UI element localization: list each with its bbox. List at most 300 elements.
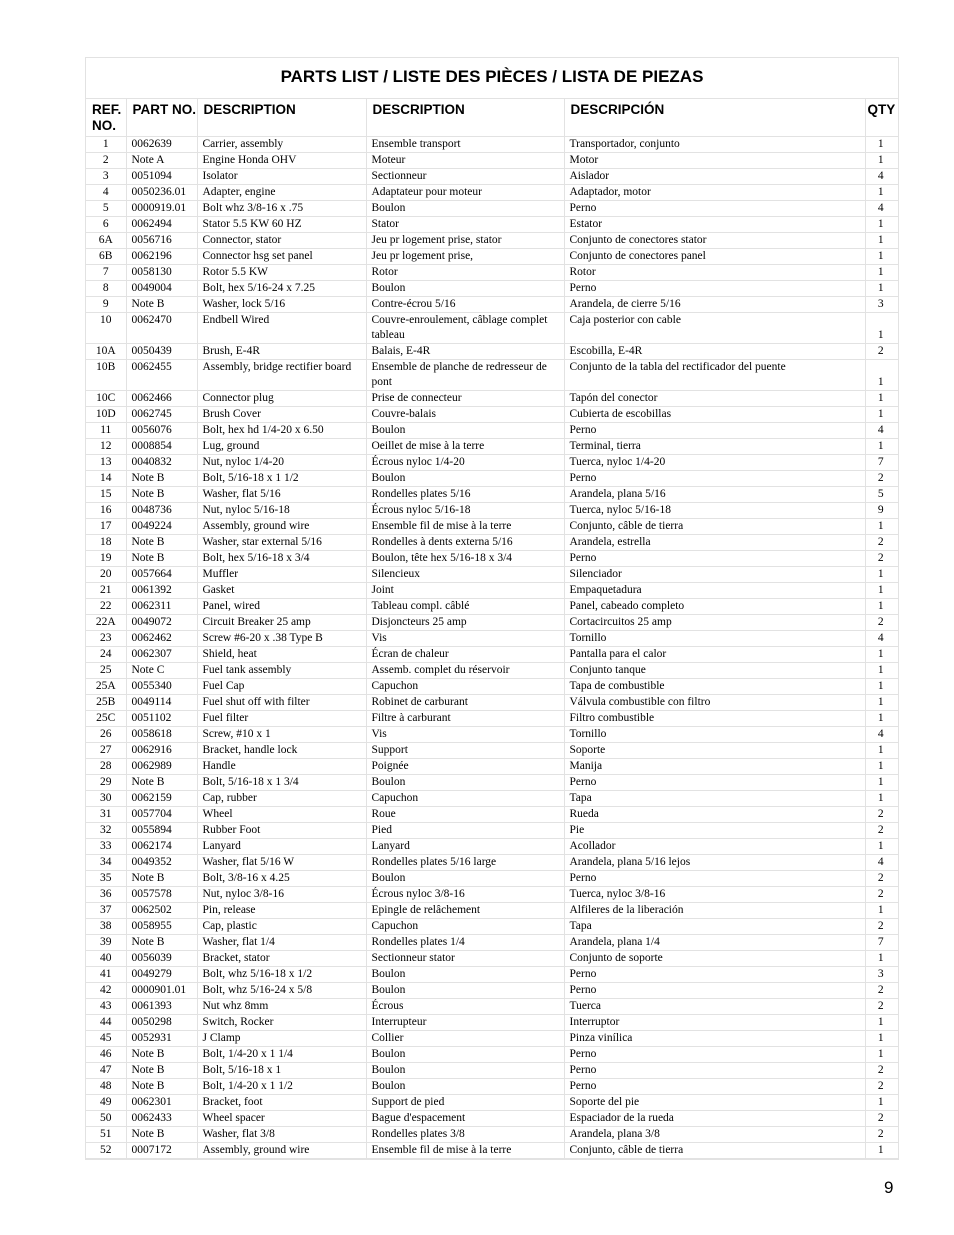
qty-cell: 2 xyxy=(865,999,898,1015)
description-es-cell: Arandela, plana 5/16 xyxy=(564,487,865,503)
part-no-cell: 0058130 xyxy=(126,265,197,281)
description-es-cell: Perno xyxy=(564,471,865,487)
qty-cell: 1 xyxy=(865,743,898,759)
description-es-cell: Aislador xyxy=(564,169,865,185)
description-en-cell: Shield, heat xyxy=(197,647,366,663)
part-no-cell: 0049352 xyxy=(126,855,197,871)
part-no-cell: 0050236.01 xyxy=(126,185,197,201)
description-fr-cell: Ensemble de planche de redresseur de pont xyxy=(366,360,564,391)
part-no-cell: 0049279 xyxy=(126,967,197,983)
part-no-cell: 0051094 xyxy=(126,169,197,185)
page-number: 9 xyxy=(884,1178,894,1197)
ref-no-cell: 10 xyxy=(86,313,126,344)
description-es-cell: Motor xyxy=(564,153,865,169)
description-fr-cell: Écrous nyloc 1/4-20 xyxy=(366,455,564,471)
description-fr-cell: Tableau compl. câblé xyxy=(366,599,564,615)
description-es-cell: Silenciador xyxy=(564,567,865,583)
qty-cell: 1 xyxy=(865,360,898,391)
qty-cell: 3 xyxy=(865,967,898,983)
ref-no-cell: 22A xyxy=(86,615,126,631)
ref-no-cell: 10D xyxy=(86,407,126,423)
description-en-cell: Fuel Cap xyxy=(197,679,366,695)
qty-cell: 1 xyxy=(865,663,898,679)
qty-cell: 1 xyxy=(865,153,898,169)
part-no-cell: Note B xyxy=(126,551,197,567)
qty-cell: 1 xyxy=(865,233,898,249)
description-fr-cell: Écrous nyloc 3/8-16 xyxy=(366,887,564,903)
description-en-cell: Nut, nyloc 1/4-20 xyxy=(197,455,366,471)
description-fr-cell: Pied xyxy=(366,823,564,839)
description-es-cell: Empaquetadura xyxy=(564,583,865,599)
qty-cell: 7 xyxy=(865,935,898,951)
qty-cell: 1 xyxy=(865,679,898,695)
qty-cell: 3 xyxy=(865,297,898,313)
part-no-cell: 0062301 xyxy=(126,1095,197,1111)
description-es-cell: Acollador xyxy=(564,839,865,855)
qty-cell: 2 xyxy=(865,615,898,631)
table-row xyxy=(86,535,898,551)
description-es-cell: Arandela, estrella xyxy=(564,535,865,551)
ref-no-cell: 40 xyxy=(86,951,126,967)
part-no-cell: 0056076 xyxy=(126,423,197,439)
qty-cell: 4 xyxy=(865,201,898,217)
description-en-cell: Muffler xyxy=(197,567,366,583)
description-fr-cell: Joint xyxy=(366,583,564,599)
ref-no-cell: 6A xyxy=(86,233,126,249)
table-row xyxy=(86,839,898,855)
ref-no-cell: 41 xyxy=(86,967,126,983)
part-no-cell: 0051102 xyxy=(126,711,197,727)
part-no-cell: 0055340 xyxy=(126,679,197,695)
description-fr-cell: Sectionneur stator xyxy=(366,951,564,967)
description-es-cell: Tapa xyxy=(564,791,865,807)
ref-no-cell: 39 xyxy=(86,935,126,951)
description-en-cell: J Clamp xyxy=(197,1031,366,1047)
table-row xyxy=(86,1015,898,1031)
description-en-cell: Stator 5.5 KW 60 HZ xyxy=(197,217,366,233)
qty-cell: 4 xyxy=(865,727,898,743)
description-en-cell: Washer, flat 1/4 xyxy=(197,935,366,951)
description-fr-cell: Capuchon xyxy=(366,679,564,695)
qty-cell: 1 xyxy=(865,1031,898,1047)
ref-no-cell: 14 xyxy=(86,471,126,487)
part-no-cell: 0062989 xyxy=(126,759,197,775)
description-en-cell: Rotor 5.5 KW xyxy=(197,265,366,281)
description-es-cell: Caja posterior con cable xyxy=(564,313,865,344)
description-fr-cell: Boulon xyxy=(366,281,564,297)
description-fr-cell: Adaptateur pour moteur xyxy=(366,185,564,201)
table-row xyxy=(86,727,898,743)
description-fr-cell: Boulon xyxy=(366,423,564,439)
description-es-cell: Arandela, plana 3/8 xyxy=(564,1127,865,1143)
ref-no-cell: 10B xyxy=(86,360,126,391)
qty-cell: 2 xyxy=(865,823,898,839)
qty-cell: 1 xyxy=(865,439,898,455)
description-en-cell: Assembly, ground wire xyxy=(197,519,366,535)
description-fr-cell: Capuchon xyxy=(366,791,564,807)
ref-no-cell: 50 xyxy=(86,1111,126,1127)
description-en-cell: Bolt, hex hd 1/4-20 x 6.50 xyxy=(197,423,366,439)
part-no-cell: 0008854 xyxy=(126,439,197,455)
table-row xyxy=(86,599,898,615)
part-no-cell: 0061392 xyxy=(126,583,197,599)
part-no-cell: 0062639 xyxy=(126,137,197,153)
table-row xyxy=(86,791,898,807)
description-en-cell: Washer, flat 3/8 xyxy=(197,1127,366,1143)
description-fr-cell: Jeu pr logement prise, xyxy=(366,249,564,265)
part-no-cell: 0048736 xyxy=(126,503,197,519)
table-row xyxy=(86,137,898,153)
table-row xyxy=(86,631,898,647)
description-fr-cell: Boulon xyxy=(366,967,564,983)
description-en-cell: Screw, #10 x 1 xyxy=(197,727,366,743)
qty-cell: 1 xyxy=(865,217,898,233)
ref-no-cell: 22 xyxy=(86,599,126,615)
description-fr-cell: Boulon xyxy=(366,775,564,791)
description-en-cell: Endbell Wired xyxy=(197,313,366,344)
qty-cell: 4 xyxy=(865,855,898,871)
description-es-cell: Perno xyxy=(564,201,865,217)
page-title: PARTS LIST / LISTE DES PIÈCES / LISTA DE PIEZAS xyxy=(86,58,898,99)
table-row xyxy=(86,695,898,711)
part-no-cell: 0050298 xyxy=(126,1015,197,1031)
ref-no-cell: 24 xyxy=(86,647,126,663)
description-en-cell: Switch, Rocker xyxy=(197,1015,366,1031)
ref-no-cell: 21 xyxy=(86,583,126,599)
description-fr-cell: Lanyard xyxy=(366,839,564,855)
qty-cell: 1 xyxy=(865,791,898,807)
table-row xyxy=(86,233,898,249)
ref-no-cell: 37 xyxy=(86,903,126,919)
description-es-cell: Perno xyxy=(564,423,865,439)
ref-no-cell: 13 xyxy=(86,455,126,471)
description-es-cell: Tuerca, nyloc 1/4-20 xyxy=(564,455,865,471)
table-row xyxy=(86,887,898,903)
part-no-cell: Note B xyxy=(126,1047,197,1063)
description-es-cell: Arandela, plana 5/16 lejos xyxy=(564,855,865,871)
ref-no-cell: 25C xyxy=(86,711,126,727)
ref-no-cell: 45 xyxy=(86,1031,126,1047)
table-row xyxy=(86,743,898,759)
qty-cell: 2 xyxy=(865,1127,898,1143)
qty-cell: 1 xyxy=(865,695,898,711)
description-fr-cell: Stator xyxy=(366,217,564,233)
part-no-cell: 0058618 xyxy=(126,727,197,743)
qty-cell: 2 xyxy=(865,551,898,567)
description-en-cell: Bolt, whz 5/16-24 x 5/8 xyxy=(197,983,366,999)
table-row xyxy=(86,775,898,791)
ref-no-cell: 43 xyxy=(86,999,126,1015)
description-es-cell: Tuerca xyxy=(564,999,865,1015)
table-row xyxy=(86,567,898,583)
description-en-cell: Bracket, foot xyxy=(197,1095,366,1111)
description-es-cell: Válvula combustible con filtro xyxy=(564,695,865,711)
description-fr-cell: Moteur xyxy=(366,153,564,169)
ref-no-cell: 6 xyxy=(86,217,126,233)
header-qty: QTY xyxy=(865,99,898,137)
ref-no-cell: 33 xyxy=(86,839,126,855)
description-es-cell: Perno xyxy=(564,983,865,999)
ref-no-cell: 12 xyxy=(86,439,126,455)
table-row xyxy=(86,487,898,503)
table-row xyxy=(86,360,898,391)
table-row xyxy=(86,297,898,313)
part-no-cell: 0049114 xyxy=(126,695,197,711)
table-row xyxy=(86,281,898,297)
description-en-cell: Cap, plastic xyxy=(197,919,366,935)
description-en-cell: Bracket, handle lock xyxy=(197,743,366,759)
qty-cell: 1 xyxy=(865,1143,898,1159)
ref-no-cell: 25A xyxy=(86,679,126,695)
ref-no-cell: 7 xyxy=(86,265,126,281)
table-row xyxy=(86,1143,898,1159)
description-en-cell: Screw #6-20 x .38 Type B xyxy=(197,631,366,647)
description-fr-cell: Boulon xyxy=(366,201,564,217)
qty-cell: 1 xyxy=(865,313,898,344)
description-en-cell: Bolt, whz 5/16-18 x 1/2 xyxy=(197,967,366,983)
description-fr-cell: Vis xyxy=(366,727,564,743)
table-row xyxy=(86,551,898,567)
ref-no-cell: 15 xyxy=(86,487,126,503)
description-es-cell: Perno xyxy=(564,967,865,983)
table-row xyxy=(86,153,898,169)
part-no-cell: 0062196 xyxy=(126,249,197,265)
table-row xyxy=(86,1095,898,1111)
part-no-cell: 0062174 xyxy=(126,839,197,855)
part-no-cell: 0062159 xyxy=(126,791,197,807)
part-no-cell: Note B xyxy=(126,297,197,313)
description-en-cell: Lug, ground xyxy=(197,439,366,455)
table-row xyxy=(86,711,898,727)
part-no-cell: 0057578 xyxy=(126,887,197,903)
part-no-cell: 0062455 xyxy=(126,360,197,391)
description-es-cell: Conjunto, câble de tierra xyxy=(564,1143,865,1159)
description-fr-cell: Disjoncteurs 25 amp xyxy=(366,615,564,631)
qty-cell: 1 xyxy=(865,1095,898,1111)
qty-cell: 1 xyxy=(865,519,898,535)
description-es-cell: Adaptador, motor xyxy=(564,185,865,201)
part-no-cell: 0049224 xyxy=(126,519,197,535)
ref-no-cell: 36 xyxy=(86,887,126,903)
ref-no-cell: 10A xyxy=(86,344,126,360)
description-es-cell: Soporte xyxy=(564,743,865,759)
ref-no-cell: 4 xyxy=(86,185,126,201)
ref-no-cell: 2 xyxy=(86,153,126,169)
description-fr-cell: Rondelles plates 3/8 xyxy=(366,1127,564,1143)
description-fr-cell: Balais, E-4R xyxy=(366,344,564,360)
qty-cell: 1 xyxy=(865,567,898,583)
description-es-cell: Conjunto de conectores stator xyxy=(564,233,865,249)
description-es-cell: Manija xyxy=(564,759,865,775)
description-fr-cell: Rotor xyxy=(366,265,564,281)
ref-no-cell: 16 xyxy=(86,503,126,519)
description-fr-cell: Robinet de carburant xyxy=(366,695,564,711)
description-fr-cell: Sectionneur xyxy=(366,169,564,185)
qty-cell: 2 xyxy=(865,807,898,823)
qty-cell: 1 xyxy=(865,647,898,663)
qty-cell: 1 xyxy=(865,583,898,599)
header-description-es: DESCRIPCIÓN xyxy=(564,99,865,137)
ref-no-cell: 28 xyxy=(86,759,126,775)
description-es-cell: Tapa de combustible xyxy=(564,679,865,695)
table-row xyxy=(86,871,898,887)
ref-no-cell: 23 xyxy=(86,631,126,647)
description-en-cell: Wheel spacer xyxy=(197,1111,366,1127)
description-es-cell: Tornillo xyxy=(564,727,865,743)
qty-cell: 1 xyxy=(865,281,898,297)
part-no-cell: 0056039 xyxy=(126,951,197,967)
description-fr-cell: Poignée xyxy=(366,759,564,775)
description-es-cell: Pantalla para el calor xyxy=(564,647,865,663)
description-en-cell: Nut, nyloc 5/16-18 xyxy=(197,503,366,519)
qty-cell: 1 xyxy=(865,1015,898,1031)
part-no-cell: Note B xyxy=(126,1063,197,1079)
description-fr-cell: Boulon xyxy=(366,1047,564,1063)
description-fr-cell: Écrous nyloc 5/16-18 xyxy=(366,503,564,519)
ref-no-cell: 49 xyxy=(86,1095,126,1111)
description-en-cell: Nut whz 8mm xyxy=(197,999,366,1015)
table-row xyxy=(86,1031,898,1047)
description-en-cell: Assembly, bridge rectifier board xyxy=(197,360,366,391)
description-es-cell: Perno xyxy=(564,281,865,297)
description-es-cell: Cubierta de escobillas xyxy=(564,407,865,423)
table-row xyxy=(86,1127,898,1143)
description-fr-cell: Ensemble fil de mise à la terre xyxy=(366,1143,564,1159)
part-no-cell: 0040832 xyxy=(126,455,197,471)
description-fr-cell: Couvre-balais xyxy=(366,407,564,423)
part-no-cell: 0062462 xyxy=(126,631,197,647)
description-fr-cell: Boulon xyxy=(366,871,564,887)
header-description-en: DESCRIPTION xyxy=(197,99,366,137)
table-row xyxy=(86,1079,898,1095)
ref-no-cell: 10C xyxy=(86,391,126,407)
ref-no-cell: 51 xyxy=(86,1127,126,1143)
ref-no-cell: 47 xyxy=(86,1063,126,1079)
qty-cell: 1 xyxy=(865,599,898,615)
description-fr-cell: Bague d'espacement xyxy=(366,1111,564,1127)
ref-no-cell: 35 xyxy=(86,871,126,887)
qty-cell: 2 xyxy=(865,919,898,935)
description-es-cell: Terminal, tierra xyxy=(564,439,865,455)
description-es-cell: Tuerca, nyloc 5/16-18 xyxy=(564,503,865,519)
table-row xyxy=(86,344,898,360)
description-es-cell: Tapón del conector xyxy=(564,391,865,407)
part-no-cell: 0062745 xyxy=(126,407,197,423)
description-fr-cell: Support xyxy=(366,743,564,759)
table-row xyxy=(86,169,898,185)
description-fr-cell: Écran de chaleur xyxy=(366,647,564,663)
description-es-cell: Panel, cabeado completo xyxy=(564,599,865,615)
part-no-cell: 0062470 xyxy=(126,313,197,344)
table-row xyxy=(86,201,898,217)
part-no-cell: Note B xyxy=(126,1079,197,1095)
description-es-cell: Cortacircuitos 25 amp xyxy=(564,615,865,631)
ref-no-cell: 1 xyxy=(86,137,126,153)
description-fr-cell: Boulon xyxy=(366,471,564,487)
description-es-cell: Transportador, conjunto xyxy=(564,137,865,153)
qty-cell: 5 xyxy=(865,487,898,503)
description-en-cell: Bolt whz 3/8-16 x .75 xyxy=(197,201,366,217)
part-no-cell: 0055894 xyxy=(126,823,197,839)
table-row xyxy=(86,391,898,407)
description-es-cell: Perno xyxy=(564,871,865,887)
description-en-cell: Washer, lock 5/16 xyxy=(197,297,366,313)
qty-cell: 1 xyxy=(865,775,898,791)
ref-no-cell: 8 xyxy=(86,281,126,297)
description-fr-cell: Ensemble transport xyxy=(366,137,564,153)
description-es-cell: Conjunto de la tabla del rectificador del puente xyxy=(564,360,865,391)
description-en-cell: Assembly, ground wire xyxy=(197,1143,366,1159)
description-fr-cell: Epingle de relâchement xyxy=(366,903,564,919)
part-no-cell: 0062494 xyxy=(126,217,197,233)
part-no-cell: 0057704 xyxy=(126,807,197,823)
part-no-cell: 0007172 xyxy=(126,1143,197,1159)
description-es-cell: Perno xyxy=(564,551,865,567)
part-no-cell: Note B xyxy=(126,487,197,503)
qty-cell: 2 xyxy=(865,471,898,487)
description-fr-cell: Rondelles plates 5/16 xyxy=(366,487,564,503)
qty-cell: 1 xyxy=(865,759,898,775)
description-en-cell: Brush Cover xyxy=(197,407,366,423)
description-fr-cell: Boulon xyxy=(366,1063,564,1079)
description-es-cell: Alfileres de la liberación xyxy=(564,903,865,919)
description-es-cell: Perno xyxy=(564,775,865,791)
description-fr-cell: Roue xyxy=(366,807,564,823)
ref-no-cell: 25 xyxy=(86,663,126,679)
ref-no-cell: 29 xyxy=(86,775,126,791)
part-no-cell: 0050439 xyxy=(126,344,197,360)
part-no-cell: Note B xyxy=(126,535,197,551)
description-fr-cell: Boulon xyxy=(366,983,564,999)
description-es-cell: Perno xyxy=(564,1079,865,1095)
description-en-cell: Washer, flat 5/16 W xyxy=(197,855,366,871)
part-no-cell: 0062502 xyxy=(126,903,197,919)
parts-table-body xyxy=(86,137,898,1159)
ref-no-cell: 31 xyxy=(86,807,126,823)
description-fr-cell: Contre-écrou 5/16 xyxy=(366,297,564,313)
description-en-cell: Cap, rubber xyxy=(197,791,366,807)
table-header-row xyxy=(86,99,898,137)
description-fr-cell: Rondelles plates 1/4 xyxy=(366,935,564,951)
table-row xyxy=(86,1111,898,1127)
description-en-cell: Bolt, 1/4-20 x 1 1/4 xyxy=(197,1047,366,1063)
part-no-cell: 0061393 xyxy=(126,999,197,1015)
table-row xyxy=(86,583,898,599)
description-es-cell: Interruptor xyxy=(564,1015,865,1031)
qty-cell: 1 xyxy=(865,185,898,201)
part-no-cell: Note B xyxy=(126,775,197,791)
qty-cell: 4 xyxy=(865,169,898,185)
description-en-cell: Panel, wired xyxy=(197,599,366,615)
ref-no-cell: 30 xyxy=(86,791,126,807)
description-en-cell: Adapter, engine xyxy=(197,185,366,201)
description-es-cell: Conjunto tanque xyxy=(564,663,865,679)
description-en-cell: Rubber Foot xyxy=(197,823,366,839)
ref-no-cell: 9 xyxy=(86,297,126,313)
ref-no-cell: 38 xyxy=(86,919,126,935)
qty-cell: 1 xyxy=(865,391,898,407)
description-en-cell: Bolt, 3/8-16 x 4.25 xyxy=(197,871,366,887)
description-fr-cell: Capuchon xyxy=(366,919,564,935)
description-es-cell: Pinza vinílica xyxy=(564,1031,865,1047)
qty-cell: 2 xyxy=(865,344,898,360)
qty-cell: 1 xyxy=(865,903,898,919)
description-en-cell: Brush, E-4R xyxy=(197,344,366,360)
description-es-cell: Soporte del pie xyxy=(564,1095,865,1111)
description-fr-cell: Interrupteur xyxy=(366,1015,564,1031)
table-row xyxy=(86,265,898,281)
description-es-cell: Estator xyxy=(564,217,865,233)
